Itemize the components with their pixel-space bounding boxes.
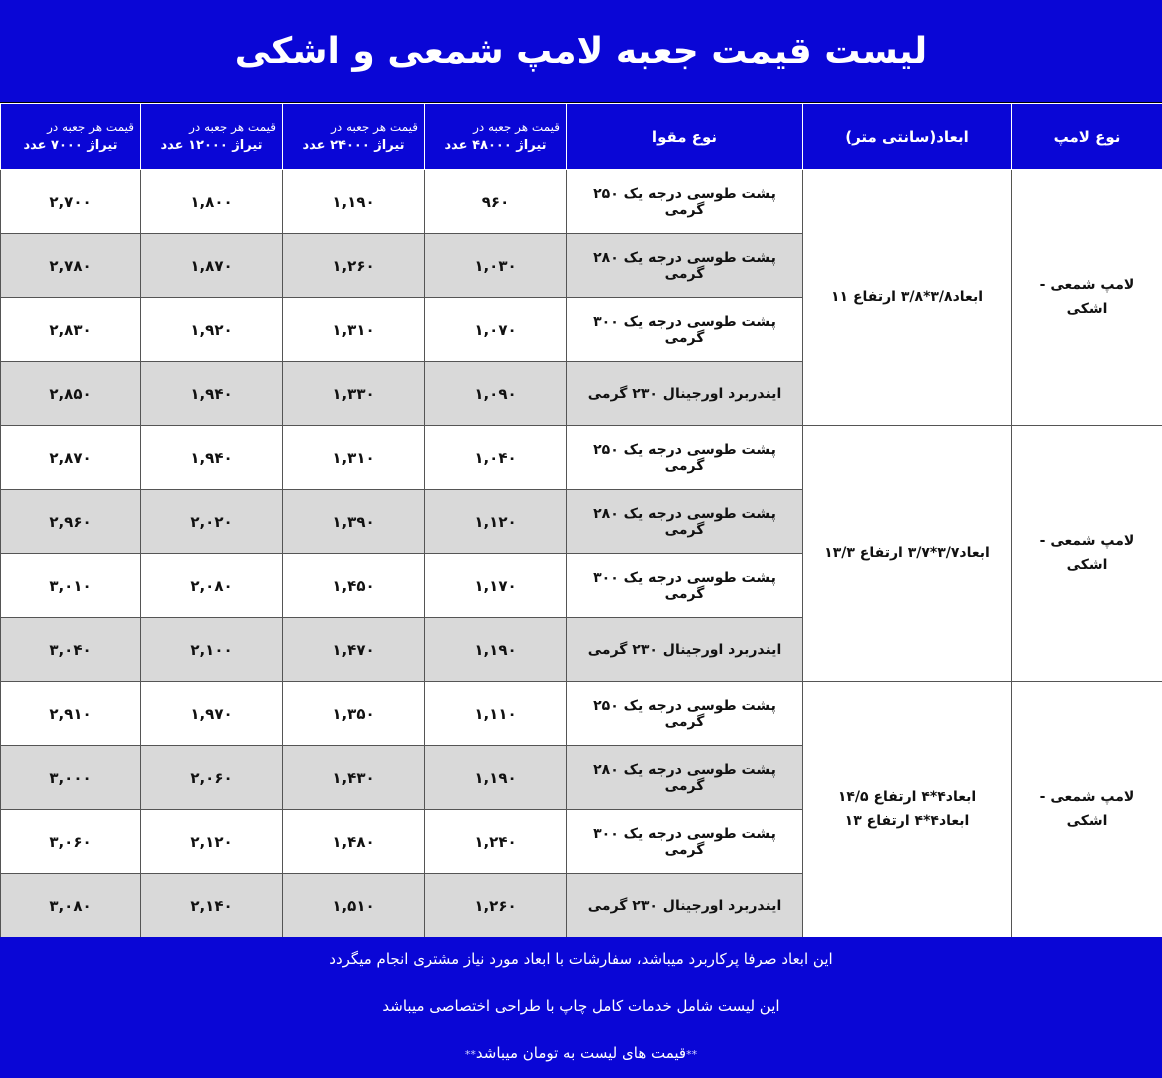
price-12000-cell: ۱,۹۷۰ — [141, 682, 283, 746]
price-7000-cell: ۲,۹۱۰ — [1, 682, 141, 746]
material-cell: پشت طوسی درجه یک ۲۸۰ گرمی — [567, 746, 803, 810]
price-12000-cell: ۲,۱۰۰ — [141, 618, 283, 682]
price-24000-cell: ۱,۳۱۰ — [283, 298, 425, 362]
price-7000-cell: ۳,۰۰۰ — [1, 746, 141, 810]
price-12000-cell: ۲,۰۶۰ — [141, 746, 283, 810]
price-24000-cell: ۱,۳۳۰ — [283, 362, 425, 426]
price-24000-cell: ۱,۳۵۰ — [283, 682, 425, 746]
material-cell: پشت طوسی درجه یک ۳۰۰ گرمی — [567, 554, 803, 618]
price-48000-cell: ۱,۱۷۰ — [425, 554, 567, 618]
price-24000-cell: ۱,۵۱۰ — [283, 874, 425, 938]
price-7000-cell: ۳,۰۶۰ — [1, 810, 141, 874]
material-cell: پشت طوسی درجه یک ۳۰۰ گرمی — [567, 810, 803, 874]
header-price-24000-line2: تیراژ ۲۴۰۰۰ عدد — [302, 137, 405, 153]
header-price-7000-line1: قیمت هر جعبه در — [47, 119, 134, 134]
material-cell: پشت طوسی درجه یک ۲۸۰ گرمی — [567, 490, 803, 554]
price-7000-cell: ۳,۰۱۰ — [1, 554, 141, 618]
dimensions-cell — [803, 170, 1012, 426]
material-cell: ایندربرد اورجینال ۲۳۰ گرمی — [567, 618, 803, 682]
header-price-7000-line2: تیراژ ۷۰۰۰ عدد — [23, 137, 118, 153]
dimensions-line: ابعاد۳/۸*۳/۸ ارتفاع ۱۱ — [831, 288, 983, 305]
dimensions-line: ابعاد۴*۴ ارتفاع ۱۳ — [844, 812, 970, 829]
material-cell: پشت طوسی درجه یک ۲۸۰ گرمی — [567, 234, 803, 298]
table-row — [1, 170, 1162, 234]
footer-notes — [0, 937, 1162, 1078]
price-48000-cell: ۱,۰۴۰ — [425, 426, 567, 490]
material-cell: ایندربرد اورجینال ۲۳۰ گرمی — [567, 874, 803, 938]
asterisk-marks: ** — [686, 1048, 698, 1061]
dimensions-line: ابعاد۴*۴ ارتفاع ۱۴/۵ — [837, 788, 977, 805]
footer-note-currency-text: قیمت های لیست به تومان میباشد — [475, 1044, 687, 1062]
price-24000-cell: ۱,۱۹۰ — [283, 170, 425, 234]
price-48000-cell: ۱,۰۹۰ — [425, 362, 567, 426]
table-row — [1, 682, 1162, 746]
header-material: نوع مقوا — [567, 104, 803, 170]
price-24000-cell: ۱,۴۷۰ — [283, 618, 425, 682]
price-48000-cell: ۱,۱۲۰ — [425, 490, 567, 554]
price-12000-cell: ۱,۸۷۰ — [141, 234, 283, 298]
lamp-type-cell: لامپ شمعی - اشکی — [1012, 170, 1162, 426]
footer-note-dimensions: این ابعاد صرفا پرکاربرد میباشد، سفارشات با ابعاد مورد نیاز مشتری انجام میگردد — [329, 950, 833, 968]
header-price-12000-line2: تیراژ ۱۲۰۰۰ عدد — [160, 137, 263, 153]
price-7000-cell: ۲,۷۰۰ — [1, 170, 141, 234]
price-12000-cell: ۲,۱۴۰ — [141, 874, 283, 938]
price-12000-cell: ۱,۸۰۰ — [141, 170, 283, 234]
price-48000-cell: ۱,۰۷۰ — [425, 298, 567, 362]
price-7000-cell: ۲,۸۷۰ — [1, 426, 141, 490]
price-12000-cell: ۱,۹۴۰ — [141, 362, 283, 426]
price-24000-cell: ۱,۴۵۰ — [283, 554, 425, 618]
price-24000-cell: ۱,۴۳۰ — [283, 746, 425, 810]
price-12000-cell: ۲,۰۸۰ — [141, 554, 283, 618]
table-row — [1, 426, 1162, 490]
price-7000-cell: ۲,۷۸۰ — [1, 234, 141, 298]
price-24000-cell: ۱,۲۶۰ — [283, 234, 425, 298]
price-48000-cell: ۱,۰۳۰ — [425, 234, 567, 298]
header-price-48000-line2: تیراژ ۴۸۰۰۰ عدد — [444, 137, 547, 153]
material-cell: ایندربرد اورجینال ۲۳۰ گرمی — [567, 362, 803, 426]
price-7000-cell: ۳,۰۴۰ — [1, 618, 141, 682]
footer-note-currency — [0, 1044, 1162, 1062]
price-48000-cell: ۱,۲۴۰ — [425, 810, 567, 874]
material-cell: پشت طوسی درجه یک ۳۰۰ گرمی — [567, 298, 803, 362]
price-7000-cell: ۲,۸۵۰ — [1, 362, 141, 426]
header-price-24000 — [283, 104, 425, 170]
lamp-type-cell: لامپ شمعی - اشکی — [1012, 426, 1162, 682]
price-48000-cell: ۹۶۰ — [425, 170, 567, 234]
price-12000-cell: ۱,۹۲۰ — [141, 298, 283, 362]
dimensions-cell — [803, 426, 1012, 682]
dimensions-line: ابعاد۳/۷*۳/۷ ارتفاع ۱۳/۳ — [824, 544, 990, 561]
lamp-type-cell: لامپ شمعی - اشکی — [1012, 682, 1162, 938]
header-dimensions: ابعاد(سانتی متر) — [803, 104, 1012, 170]
material-cell: پشت طوسی درجه یک ۲۵۰ گرمی — [567, 682, 803, 746]
price-12000-cell: ۲,۱۲۰ — [141, 810, 283, 874]
header-price-7000 — [1, 104, 141, 170]
material-cell: پشت طوسی درجه یک ۲۵۰ گرمی — [567, 170, 803, 234]
header-price-24000-line1: قیمت هر جعبه در — [331, 119, 418, 134]
price-24000-cell: ۱,۳۱۰ — [283, 426, 425, 490]
price-24000-cell: ۱,۳۹۰ — [283, 490, 425, 554]
page-title: لیست قیمت جعبه لامپ شمعی و اشکی — [0, 0, 1162, 103]
price-7000-cell: ۲,۹۶۰ — [1, 490, 141, 554]
price-7000-cell: ۳,۰۸۰ — [1, 874, 141, 938]
price-48000-cell: ۱,۱۱۰ — [425, 682, 567, 746]
footer-note-services: این لیست شامل خدمات کامل چاپ با طراحی اختصاصی میباشد — [382, 997, 780, 1015]
header-price-48000-line1: قیمت هر جعبه در — [473, 119, 560, 134]
table-header-row — [1, 104, 1162, 170]
price-7000-cell: ۲,۸۳۰ — [1, 298, 141, 362]
header-price-12000 — [141, 104, 283, 170]
header-price-48000 — [425, 104, 567, 170]
material-cell: پشت طوسی درجه یک ۲۵۰ گرمی — [567, 426, 803, 490]
dimensions-cell — [803, 682, 1012, 938]
price-table — [0, 103, 1162, 938]
price-12000-cell: ۲,۰۲۰ — [141, 490, 283, 554]
price-24000-cell: ۱,۴۸۰ — [283, 810, 425, 874]
price-12000-cell: ۱,۹۴۰ — [141, 426, 283, 490]
header-lamp-type: نوع لامپ — [1012, 104, 1162, 170]
asterisk-marks: ** — [464, 1048, 476, 1061]
price-48000-cell: ۱,۱۹۰ — [425, 618, 567, 682]
price-48000-cell: ۱,۱۹۰ — [425, 746, 567, 810]
header-price-12000-line1: قیمت هر جعبه در — [189, 119, 276, 134]
price-48000-cell: ۱,۲۶۰ — [425, 874, 567, 938]
